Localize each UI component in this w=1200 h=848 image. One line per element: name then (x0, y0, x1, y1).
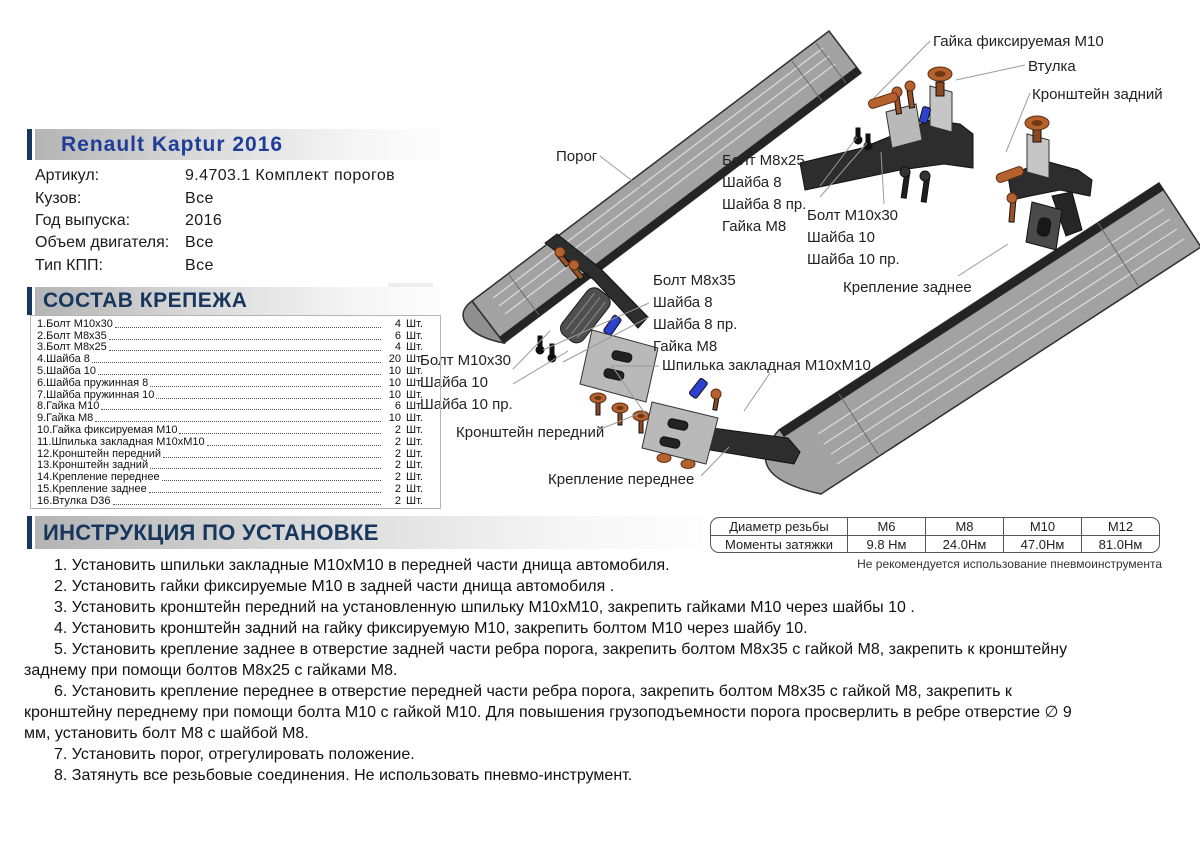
info-row (35, 165, 441, 187)
parts-row (37, 495, 432, 507)
info-value: 2016 (185, 211, 223, 229)
part-unit: Шт. (406, 317, 423, 330)
label-front-mount: Крепление переднее (548, 471, 695, 488)
label-line: Шайба 8 пр. (722, 196, 807, 213)
part-unit: Шт. (406, 341, 423, 354)
instruction-step: 6. Установить крепление переднее в отверстие передней части ребра порога, закрепить болтом М8х35 с гайкой М8, закрепить к кронштейну переднему при помощи болта М10 с гайкой М10. Для повышения грузоподъемности порога просверлить в ребре отверстие ∅ 9 мм, установить болт М8 с шайбой М8. (24, 683, 1072, 742)
torque-cell: 81.0Нм (1081, 535, 1159, 552)
parts-row (37, 342, 432, 354)
part-unit: Шт. (406, 329, 423, 342)
part-name: 12.Кронштейн передний (37, 447, 161, 460)
part-unit: Шт. (406, 435, 423, 448)
torque-cell: 9.8 Нм (847, 535, 925, 552)
dotted-leader (95, 421, 381, 422)
part-qty: 6 (394, 329, 401, 342)
part-name: 4.Шайба 8 (37, 353, 90, 366)
part-unit: Шт. (406, 388, 423, 401)
parts-row (37, 471, 432, 483)
hardware-bar-background (35, 287, 441, 315)
label-front-bracket: Кронштейн передний (456, 424, 605, 441)
part-name: 7.Шайба пружинная 10 (37, 388, 155, 401)
instruction-step: 2. Установить гайки фиксируемые М10 в задней части днища автомобиля . (54, 578, 615, 595)
info-value: 9.4703.1 Комплект порогов (185, 167, 396, 185)
dotted-leader (150, 386, 381, 387)
dotted-leader (92, 362, 381, 363)
product-title-bar (27, 129, 441, 160)
part-unit: Шт. (406, 494, 423, 507)
label-line: Болт М8х35 (653, 272, 736, 289)
part-unit: Шт. (406, 459, 423, 472)
info-row (35, 232, 441, 254)
torque-cell: 47.0Нм (1003, 535, 1081, 552)
parts-row (37, 389, 432, 401)
label-line: Болт М10х30 (420, 352, 512, 369)
product-info (35, 165, 441, 277)
torque-cell: М10 (1003, 518, 1081, 535)
part-unit: Шт. (406, 353, 423, 366)
torque-row-label: Моменты затяжки (711, 535, 847, 552)
part-name: 11.Шпилька закладная М10хМ10 (37, 435, 205, 448)
dotted-leader (207, 445, 381, 446)
dotted-leader (109, 339, 381, 340)
part-unit: Шт. (406, 364, 423, 377)
part-qty: 4 (394, 317, 401, 330)
parts-row (37, 353, 432, 365)
part-name: 3.Болт М8х25 (37, 341, 107, 354)
part-name: 8.Гайка М10 (37, 400, 100, 413)
part-qty: 2 (394, 471, 401, 484)
part-name: 15.Крепление заднее (37, 482, 147, 495)
parts-row (37, 401, 432, 413)
info-label: Кузов: (35, 189, 82, 207)
label-line: Болт М8х25 (722, 152, 805, 169)
label-bushing: Втулка (1028, 58, 1076, 75)
part-qty: 2 (394, 423, 401, 436)
label-line: Шайба 10 пр. (807, 251, 900, 268)
dotted-leader (109, 350, 381, 351)
accent-bar (27, 287, 32, 315)
part-name: 14.Крепление переднее (37, 471, 160, 484)
instruction-step: 8. Затянуть все резьбовые соединения. Не использовать пневмо-инструмент. (54, 767, 633, 784)
info-label: Артикул: (35, 167, 100, 185)
dotted-leader (149, 492, 381, 493)
parts-row (37, 318, 432, 330)
parts-row (37, 424, 432, 436)
part-name: 2.Болт М8х35 (37, 329, 107, 342)
part-name: 5.Шайба 10 (37, 364, 96, 377)
parts-row (37, 460, 432, 472)
part-name: 1.Болт М10х30 (37, 317, 113, 330)
part-name: 6.Шайба пружинная 8 (37, 376, 149, 389)
info-label: Тип КПП: (35, 256, 103, 274)
dotted-leader (150, 468, 381, 469)
part-unit: Шт. (406, 447, 423, 460)
dotted-leader (98, 374, 381, 375)
dotted-leader (162, 480, 381, 481)
parts-row (37, 448, 432, 460)
part-unit: Шт. (406, 412, 423, 425)
label-bolt-m8x35-block (653, 270, 737, 358)
label-sill: Порог (556, 148, 598, 165)
part-qty: 10 (388, 364, 401, 377)
label-bolt-m8x25-block (722, 150, 806, 238)
label-fixing-nut-m10: Гайка фиксируемая М10 (933, 33, 1104, 50)
label-line: Шайба 10 (420, 374, 488, 391)
part-unit: Шт. (406, 376, 423, 389)
part-name: 16.Втулка D36 (37, 494, 111, 507)
part-unit: Шт. (406, 482, 423, 495)
instruction-steps (24, 555, 1094, 786)
label-line: Болт М10х30 (807, 207, 899, 224)
part-name: 10.Гайка фиксируемая М10 (37, 423, 178, 436)
torque-header-row (711, 518, 1159, 535)
info-value: Все (185, 189, 214, 207)
dotted-leader (156, 398, 381, 399)
instruction-step: 5. Установить крепление заднее в отверстие задней части ребра порога, закрепить болтом М8х35 с гайкой М8, закрепить к кронштейну заднему при помощи болтов М8х25 с гайками М8. (24, 641, 1068, 679)
info-value: Все (185, 256, 214, 274)
part-qty: 2 (394, 435, 401, 448)
part-qty: 6 (394, 400, 401, 413)
torque-value-row (711, 535, 1159, 552)
info-value: Все (185, 234, 214, 252)
torque-row-label: Диаметр резьбы (729, 519, 829, 534)
label-line: Шайба 10 (807, 229, 875, 246)
label-line: Гайка М8 (653, 338, 718, 355)
part-qty: 10 (388, 412, 401, 425)
part-unit: Шт. (406, 423, 423, 436)
part-qty: 10 (388, 388, 401, 401)
part-qty: 20 (388, 353, 401, 366)
torque-cell: М12 (1081, 518, 1159, 535)
part-qty: 2 (394, 459, 401, 472)
label-line: Шайба 8 (722, 174, 782, 191)
parts-row (37, 412, 432, 424)
dotted-leader (163, 457, 381, 458)
label-rear-mount: Крепление заднее (843, 279, 972, 296)
part-name: 13.Кронштейн задний (37, 459, 149, 472)
label-line: Шайба 8 (653, 294, 713, 311)
hardware-heading: СОСТАВ КРЕПЕЖА (43, 289, 248, 312)
info-row (35, 187, 441, 209)
part-qty: 2 (394, 447, 401, 460)
instructions-bar-background (35, 516, 703, 549)
label-embedded-stud: Шпилька закладная М10хМ10 (662, 357, 871, 374)
label-rear-bracket: Кронштейн задний (1032, 86, 1163, 103)
torque-cell: М6 (847, 518, 925, 535)
parts-row (37, 365, 432, 377)
dotted-leader (115, 327, 381, 328)
part-qty: 10 (388, 376, 401, 389)
part-qty: 2 (394, 494, 401, 507)
parts-row (37, 330, 432, 342)
accent-bar (27, 129, 32, 160)
part-qty: 2 (394, 482, 401, 495)
label-line: Шайба 8 пр. (653, 316, 738, 333)
part-qty: 4 (394, 341, 401, 354)
parts-row (37, 483, 432, 495)
instruction-step: 1. Установить шпильки закладные М10хМ10 в передней части днища автомобиля. (54, 557, 670, 574)
label-bolt-m10x30-top-block (807, 205, 900, 271)
label-line: Шайба 10 пр. (420, 396, 513, 413)
dotted-leader (101, 409, 381, 410)
hardware-section-bar (27, 287, 441, 315)
part-unit: Шт. (406, 471, 423, 484)
rear-bracket-assembly-installed (995, 116, 1092, 250)
page-title: Renault Kaptur 2016 (61, 132, 284, 156)
instructions-section-bar (27, 516, 703, 549)
instruction-step: 7. Установить порог, отрегулировать положение. (54, 746, 415, 763)
parts-list (30, 315, 441, 509)
parts-row (37, 377, 432, 389)
parts-row (37, 436, 432, 448)
pneumatic-tool-note: Не рекомендуется использование пневмоинструмента (857, 557, 1162, 571)
info-label: Год выпуска: (35, 211, 131, 229)
instruction-step: 4. Установить кронштейн задний на гайку фиксируемую М10, закрепить болтом М10 через шайбу 10. (54, 620, 808, 637)
torque-cell: М8 (925, 518, 1003, 535)
torque-table (710, 517, 1160, 553)
instructions-heading: ИНСТРУКЦИЯ ПО УСТАНОВКЕ (43, 519, 379, 545)
title-bar-background (35, 129, 441, 160)
instruction-step: 3. Установить кронштейн передний на установленную шпильку М10хМ10, закрепить гайками М10 через шайбы 10 . (54, 599, 915, 616)
info-row (35, 255, 441, 277)
torque-cell: 24.0Нм (925, 535, 1003, 552)
accent-bar (27, 516, 32, 549)
part-name: 9.Гайка М8 (37, 412, 94, 425)
label-line: Гайка М8 (722, 218, 787, 235)
dotted-leader (179, 433, 381, 434)
info-label: Объем двигателя: (35, 234, 170, 252)
info-row (35, 210, 441, 232)
part-unit: Шт. (406, 400, 423, 413)
dotted-leader (113, 504, 381, 505)
